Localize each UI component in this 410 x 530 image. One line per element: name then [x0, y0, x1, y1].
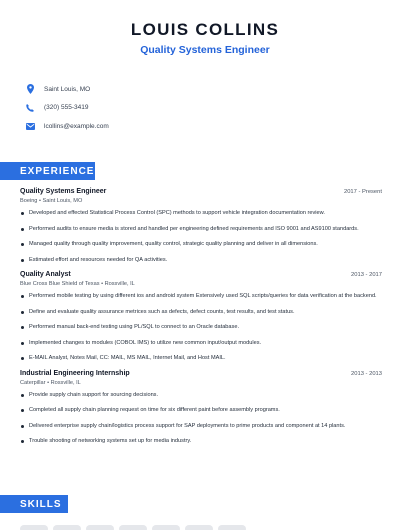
skill-chip	[119, 525, 147, 530]
experience-section	[20, 188, 382, 453]
separator-dot: •	[38, 198, 43, 204]
job-dates: 2013 - 2017	[351, 272, 382, 278]
skill-chip	[152, 525, 180, 530]
contact-phone-text: (320) 555-3419	[44, 104, 89, 112]
candidate-name: LOUIS COLLINS	[130, 20, 280, 39]
job-bullet: Performed audits to ensure media is stored and handled per engineering defined requirements and ISO 9001 and AS9100 standards.	[20, 225, 382, 234]
experience-section-heading: EXPERIENCE	[0, 162, 95, 180]
job-bullet: Developed and effected Statistical Process Control (SPC) methods to support vehicle integration documentation review.	[20, 209, 382, 218]
job-company: Caterpillar	[20, 379, 46, 386]
job-company-line	[20, 281, 382, 287]
contact-email	[22, 117, 109, 136]
job-location: Rossville, IL	[50, 379, 81, 386]
job-dates: 2017 - Present	[343, 189, 382, 195]
job-bullet: Performed manual back-end testing using PL/SQL to connect to an Oracle database.	[20, 323, 382, 332]
skill-chip	[20, 525, 48, 530]
job-title: Quality Analyst	[20, 271, 71, 278]
contact-location	[22, 80, 109, 99]
email-icon	[22, 123, 38, 130]
job-bullet: Estimated effort and resources needed for QA activities.	[20, 256, 382, 265]
job-title: Industrial Engineering Internship	[20, 369, 130, 377]
job-company-line	[20, 380, 382, 386]
job-entry	[20, 271, 382, 363]
phone-icon	[22, 104, 38, 112]
skills-list	[20, 525, 246, 530]
skills-section-heading: SKILLS	[0, 495, 68, 513]
job-location: Saint Louis, MO	[42, 198, 83, 204]
job-location: Rossville, IL	[104, 281, 135, 287]
contact-list	[22, 80, 109, 136]
skill-chip	[185, 525, 213, 530]
job-bullet: Completed all supply chain planning request on time for six different paint before assembly programs.	[20, 406, 382, 415]
separator-dot: •	[47, 379, 51, 386]
contact-phone	[22, 99, 109, 118]
job-bullet: Managed quality through quality improvement, quality control, strategic quality planning and deliver in all dimensions.	[20, 240, 382, 249]
job-bullet: E-MAIL Analyst, Notes Mail, CC: MAIL, MS MAIL, Internet Mail, and Host MAIL.	[20, 354, 382, 363]
candidate-title: Quality Systems Engineer	[140, 44, 270, 56]
job-bullets	[20, 292, 382, 363]
job-entry	[20, 370, 382, 446]
location-pin-icon	[22, 84, 38, 94]
job-header	[20, 370, 382, 377]
skill-chip	[53, 525, 81, 530]
skill-chip	[86, 525, 114, 530]
job-bullet: Performed mobile testing by using different ios and android system Extensively used SQL scripts/queries for data verification at the backend.	[20, 292, 382, 301]
contact-location-text: Saint Louis, MO	[44, 85, 91, 93]
job-entry	[20, 188, 382, 264]
skill-chip	[218, 525, 246, 530]
job-bullet: Implemented changes to modules (COBOL IMS) to utilize new common input/output modules.	[20, 339, 382, 348]
job-header	[20, 188, 382, 195]
job-company-line	[20, 198, 382, 204]
job-bullets	[20, 209, 382, 264]
job-dates: 2013 - 2013	[351, 370, 382, 377]
job-bullets	[20, 391, 382, 446]
separator-dot: •	[101, 281, 105, 287]
job-bullet: Provide supply chain support for sourcing decisions.	[20, 391, 382, 400]
job-company: Boeing	[20, 198, 38, 204]
job-company: Blue Cross Blue Shield of Texas	[20, 281, 100, 287]
job-bullet: Delivered enterprise supply chain/logistics process support for SAP deployments to prime products and component at 14 plants.	[20, 422, 382, 431]
resume-header	[0, 0, 410, 56]
job-title: Quality Systems Engineer	[20, 188, 107, 195]
job-bullet: Define and evaluate quality assurance metrices such as defects, defect counts, test results, and test status.	[20, 308, 382, 317]
contact-email-text: lcollins@example.com	[44, 122, 109, 130]
job-bullet: Trouble shooting of networking systems set up for media industry.	[20, 437, 382, 446]
job-header	[20, 271, 382, 278]
